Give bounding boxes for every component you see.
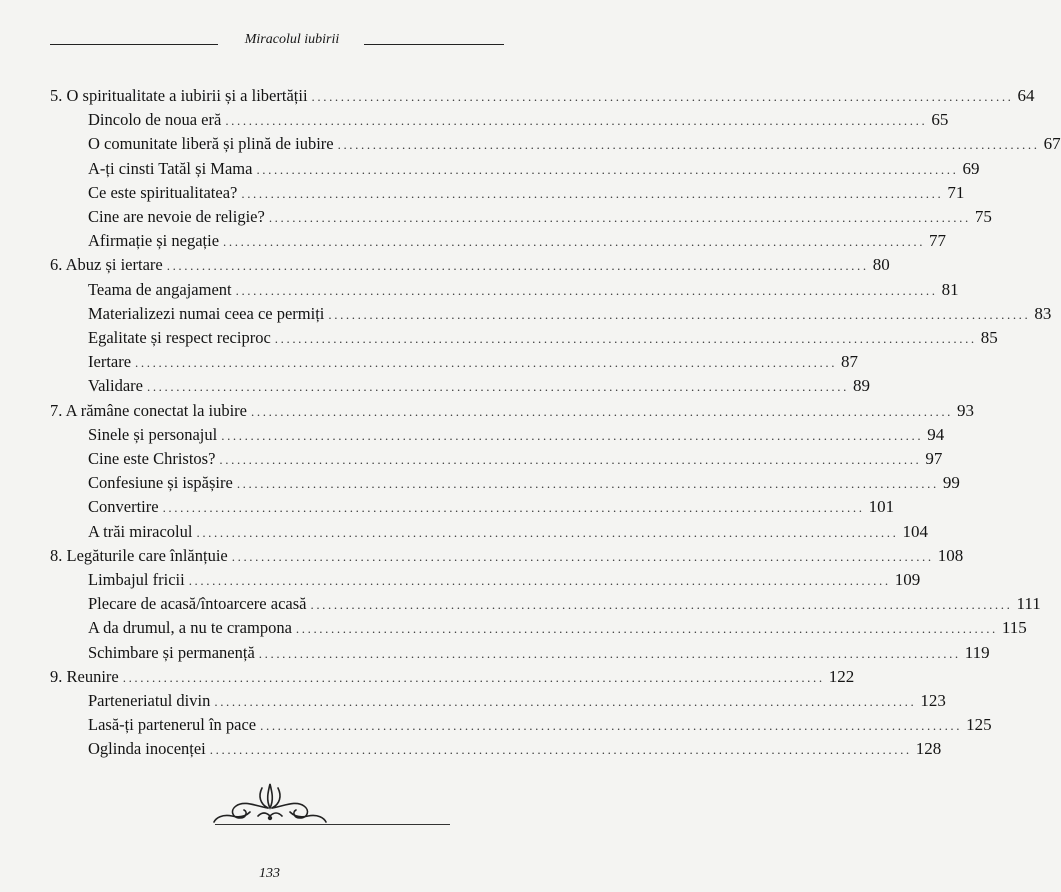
- toc-entry-page: 109: [894, 570, 921, 589]
- toc-entry-page: 67: [1043, 134, 1061, 154]
- toc-entry-title: 7. A rămâne conectat la iubire: [50, 400, 248, 420]
- toc-entry: [88, 350, 859, 372]
- toc-leader-dots: ........................................................................................................................: [337, 137, 1040, 153]
- toc-entry: [88, 689, 946, 711]
- toc-entry-title: Convertire: [88, 497, 159, 517]
- toc-leader-dots: ........................................................................................................................: [236, 476, 939, 492]
- toc-leader-dots: ........................................................................................................................: [310, 597, 1013, 613]
- toc-entry: [88, 568, 921, 590]
- toc-entry-page: 71: [947, 182, 965, 202]
- toc-leader-dots: ........................................................................................................................: [311, 89, 1014, 104]
- toc-entry-page: 80: [872, 255, 890, 275]
- toc-entry-page: 99: [942, 473, 960, 493]
- toc-leader-dots: ........................................................................................................................: [295, 621, 998, 637]
- toc-leader-dots: ........................................................................................................................: [274, 331, 977, 346]
- toc-entry-title: Schimbare și permanență: [88, 642, 255, 662]
- toc-entry-title: 6. Abuz și iertare: [50, 255, 163, 275]
- toc-entry-page: 111: [1016, 594, 1041, 614]
- toc-entry-page: 93: [957, 400, 975, 420]
- toc-entry: [88, 157, 980, 179]
- toc-leader-dots: ........................................................................................................................: [235, 282, 938, 298]
- toc-entry: [88, 592, 1041, 614]
- toc-entry-title: Ce este spiritualitatea?: [88, 182, 238, 202]
- toc-entry: [88, 495, 895, 517]
- toc-entry: [88, 471, 960, 493]
- toc-leader-dots: ........................................................................................................................: [162, 500, 865, 516]
- toc-entry-title: 9. Reunire: [50, 666, 119, 686]
- toc-entry-page: 75: [974, 207, 992, 226]
- toc-entry: [88, 713, 992, 735]
- toc-leader-dots: ........................................................................................................................: [146, 379, 849, 395]
- toc-entry-page: 125: [966, 715, 992, 735]
- toc-entry: [88, 326, 998, 348]
- toc-entry-title: Validare: [88, 376, 143, 396]
- running-title: Miracolul iubirii: [244, 32, 340, 47]
- toc-entry-page: 122: [828, 666, 855, 686]
- toc-entry: [50, 399, 975, 421]
- toc-entry-title: Lasă-ți partenerul în pace: [88, 715, 257, 735]
- toc-leader-dots: ........................................................................................................................: [221, 427, 924, 443]
- toc-entry-title: Sinele și personajul: [88, 424, 218, 444]
- toc-entry: [88, 737, 942, 759]
- toc-entry-page: 101: [868, 497, 895, 517]
- toc-entry-page: 108: [937, 545, 964, 565]
- ornament-rule: [215, 824, 450, 825]
- toc-entry-page: 104: [902, 521, 928, 541]
- toc-entry-title: Dincolo de noua eră: [88, 110, 222, 130]
- toc-entry-title: Oglinda inocenței: [88, 739, 206, 759]
- toc-leader-dots: ........................................................................................................................: [188, 573, 891, 588]
- toc-entry: [88, 641, 990, 663]
- toc-leader-dots: ........................................................................................................................: [223, 234, 926, 250]
- toc-entry: [88, 229, 947, 251]
- toc-entry: [88, 423, 945, 445]
- toc-entry-title: O comunitate liberă și plină de iubire: [88, 134, 334, 154]
- toc-leader-dots: ........................................................................................................................: [196, 524, 899, 540]
- toc-leader-dots: ........................................................................................................................: [225, 113, 928, 129]
- toc-entry-page: 119: [964, 642, 990, 662]
- toc-leader-dots: ........................................................................................................................: [268, 210, 971, 225]
- toc-entry-page: 94: [927, 424, 945, 444]
- toc-entry-title: Iertare: [88, 352, 132, 372]
- toc-entry: [88, 278, 959, 300]
- toc-entry-page: 97: [925, 449, 943, 468]
- toc-entry-page: 87: [841, 352, 859, 372]
- toc-entry: [50, 665, 855, 687]
- toc-entry-title: Plecare de acasă/întoarcere acasă: [88, 594, 307, 614]
- toc-entry: [88, 302, 1052, 324]
- toc-leader-dots: ........................................................................................................................: [256, 161, 959, 177]
- scroll-flourish-icon: [210, 778, 330, 824]
- toc-entry-page: 64: [1017, 86, 1035, 105]
- toc-leader-dots: ........................................................................................................................: [135, 355, 838, 371]
- running-header: [26, 30, 512, 50]
- toc-leader-dots: ........................................................................................................................: [166, 258, 869, 274]
- header-rule-right: [364, 44, 504, 45]
- toc-leader-dots: ........................................................................................................................: [122, 669, 825, 685]
- toc-entry: [88, 447, 943, 469]
- toc-entry-title: Teama de angajament: [88, 279, 232, 299]
- toc-entry-title: Egalitate și respect reciproc: [88, 328, 271, 347]
- toc-entry-title: A-ți cinsti Tatăl și Mama: [88, 158, 253, 178]
- toc-entry-page: 115: [1001, 618, 1027, 638]
- toc-entry-page: 85: [980, 328, 998, 347]
- toc-entry: [50, 84, 1035, 106]
- toc-leader-dots: ........................................................................................................................: [241, 185, 944, 201]
- toc-entry-page: 89: [852, 376, 870, 396]
- toc-entry-page: 81: [941, 279, 959, 299]
- toc-entry: [88, 132, 1061, 154]
- toc-leader-dots: ........................................................................................................................: [251, 403, 954, 419]
- toc-leader-dots: ........................................................................................................................: [260, 718, 963, 734]
- toc-entry: [88, 616, 1027, 638]
- toc-entry-title: 8. Legăturile care înlănțuie: [50, 545, 228, 565]
- toc-entry-page: 65: [931, 110, 949, 130]
- toc-entry-title: Materializezi numai ceea ce permiți: [88, 303, 325, 323]
- header-rule-left: [50, 44, 218, 45]
- toc-entry-page: 123: [920, 691, 946, 710]
- toc-leader-dots: ........................................................................................................................: [219, 452, 922, 467]
- toc-entry: [88, 181, 965, 203]
- toc-entry-page: 83: [1034, 303, 1052, 323]
- toc-entry-title: Cine este Christos?: [88, 449, 216, 468]
- toc-leader-dots: ........................................................................................................................: [328, 306, 1031, 322]
- toc-entry-title: A da drumul, a nu te crampona: [88, 618, 292, 638]
- toc-entry-title: Confesiune și ispășire: [88, 473, 233, 493]
- toc-entry: [50, 253, 890, 275]
- toc-entry-title: A trăi miracolul: [88, 521, 193, 541]
- toc-entry-page: 69: [962, 158, 980, 178]
- toc-entry-title: Cine are nevoie de religie?: [88, 207, 265, 226]
- toc-entry-title: Limbajul fricii: [88, 570, 185, 589]
- toc-leader-dots: ........................................................................................................................: [209, 742, 912, 758]
- toc-entry-title: Parteneriatul divin: [88, 691, 211, 710]
- toc-leader-dots: ........................................................................................................................: [231, 548, 934, 564]
- toc-entry: [88, 374, 870, 396]
- toc-entry-title: 5. O spiritualitate a iubirii și a libertății: [50, 86, 308, 105]
- toc-entry: [50, 544, 964, 566]
- toc-entry-page: 77: [929, 231, 947, 251]
- toc-leader-dots: ........................................................................................................................: [258, 645, 961, 661]
- toc-entry-page: 128: [915, 739, 942, 759]
- toc-entry: [88, 520, 928, 542]
- toc-entry: [88, 205, 992, 227]
- toc-leader-dots: ........................................................................................................................: [214, 694, 917, 709]
- toc-entry-title: Afirmație și negație: [88, 231, 220, 251]
- toc-entry: [88, 108, 949, 130]
- page-number: 133: [259, 866, 280, 881]
